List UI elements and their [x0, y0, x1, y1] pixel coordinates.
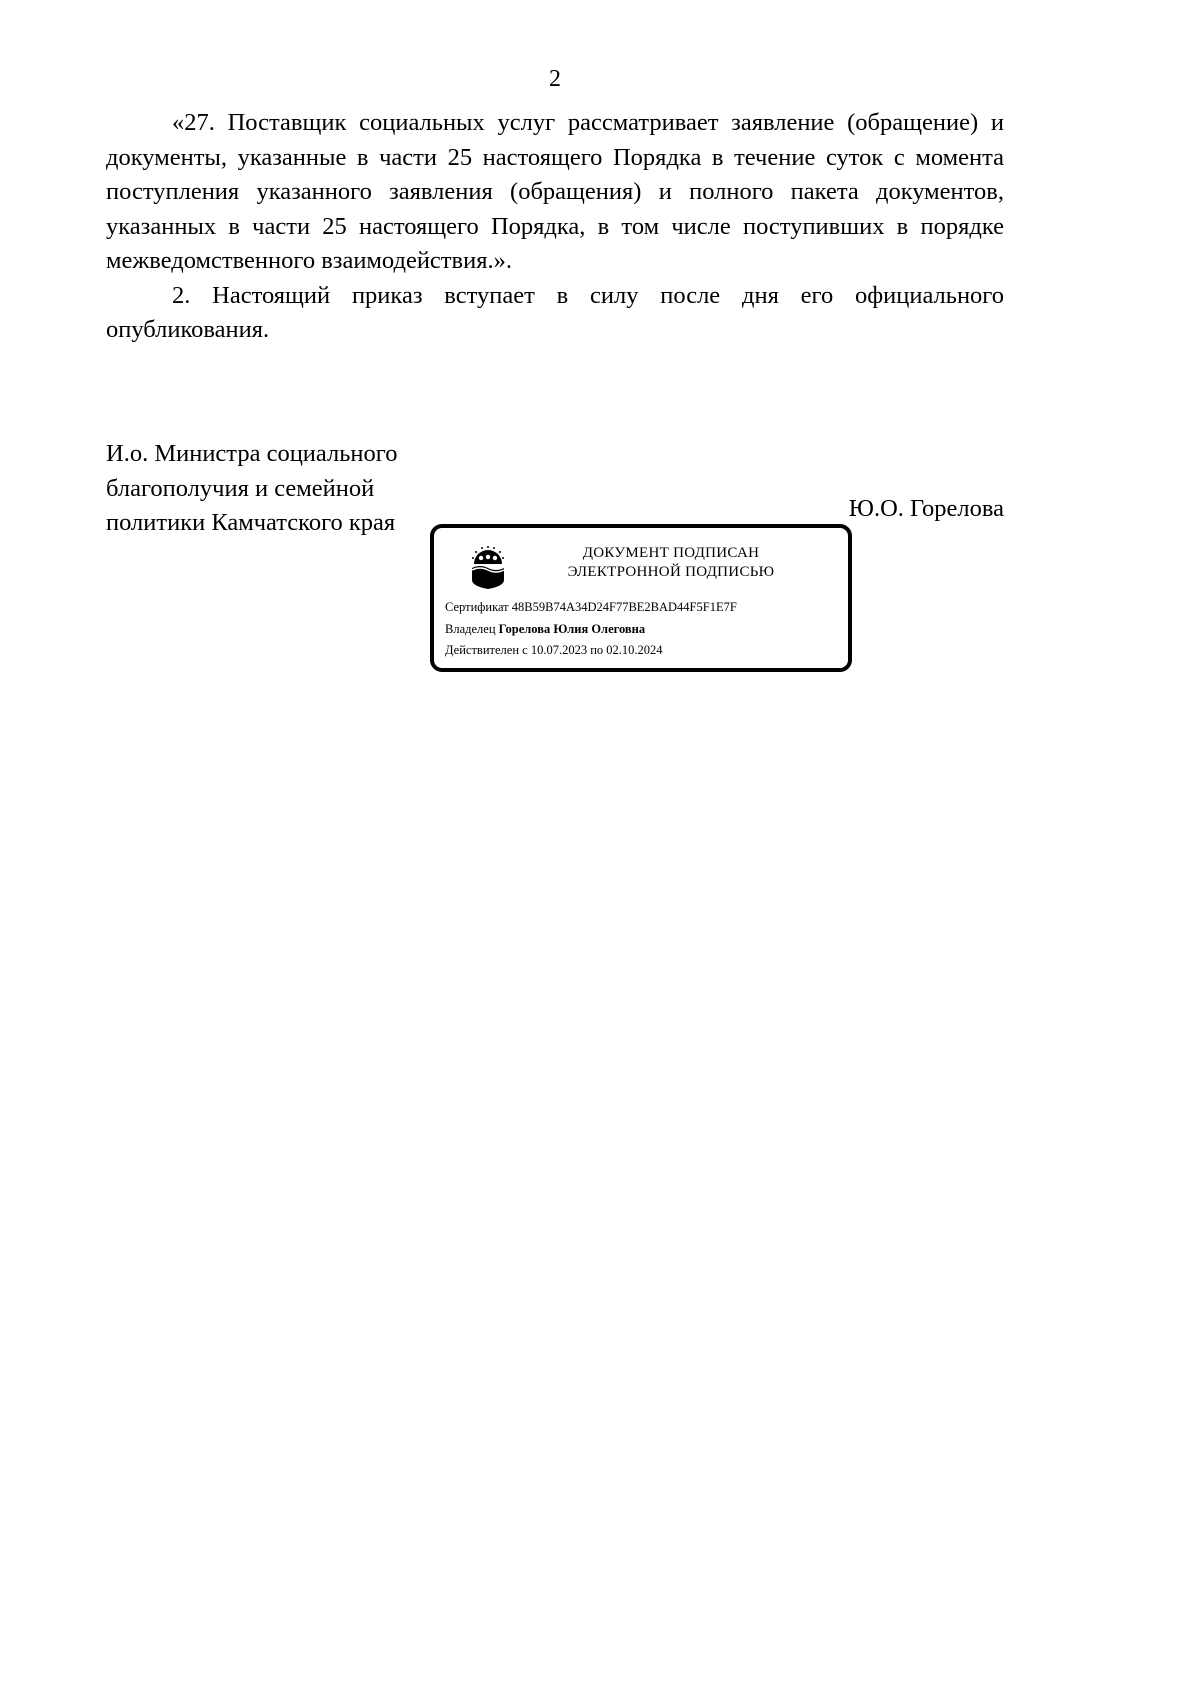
valid-from: 10.07.2023 — [530, 643, 588, 657]
position-line: И.о. Министра социального — [106, 440, 398, 467]
valid-label: Действителен — [445, 643, 520, 657]
owner-label: Владелец — [445, 622, 496, 636]
electronic-signature-stamp — [430, 524, 852, 672]
owner-value: Горелова Юлия Олеговна — [498, 622, 646, 636]
paragraph-2: 2. Настоящий приказ вступает в силу после дня его официального опубликования. — [106, 281, 1004, 343]
stamp-title — [434, 544, 848, 582]
signatory-position — [106, 437, 397, 541]
stamp-title-line: ДОКУМЕНТ ПОДПИСАН — [582, 545, 760, 561]
paragraph-27: «27. Поставщик социальных услуг рассматривает заявление (обращение) и документы, указанные в части 25 настоящего Порядка в течение суток с момента поступления указанного заявления (обращения) и полного пакета документов, указанных в части 25 настоящего Порядка, в том числе поступивших в порядке межведомственного взаимодействия.». — [106, 109, 1004, 274]
document-body — [106, 106, 1004, 348]
valid-to: 02.10.2024 — [606, 643, 663, 657]
position-line: политики Камчатского края — [106, 509, 396, 536]
certificate-row — [445, 600, 737, 615]
page-number: 2 — [549, 66, 561, 92]
signatory-name: Ю.О. Горелова — [848, 495, 1004, 522]
certificate-value: 48B59B74A34D24F77BE2BAD44F5F1E7F — [511, 600, 737, 614]
position-line: благополучия и семейной — [106, 474, 375, 502]
valid-to-label: по — [590, 643, 604, 657]
stamp-title-line: ЭЛЕКТРОННОЙ ПОДПИСЬЮ — [567, 564, 775, 580]
validity-row — [445, 643, 663, 658]
certificate-label: Сертификат — [445, 600, 509, 614]
owner-row — [445, 622, 645, 637]
valid-from-label: с — [522, 643, 528, 657]
